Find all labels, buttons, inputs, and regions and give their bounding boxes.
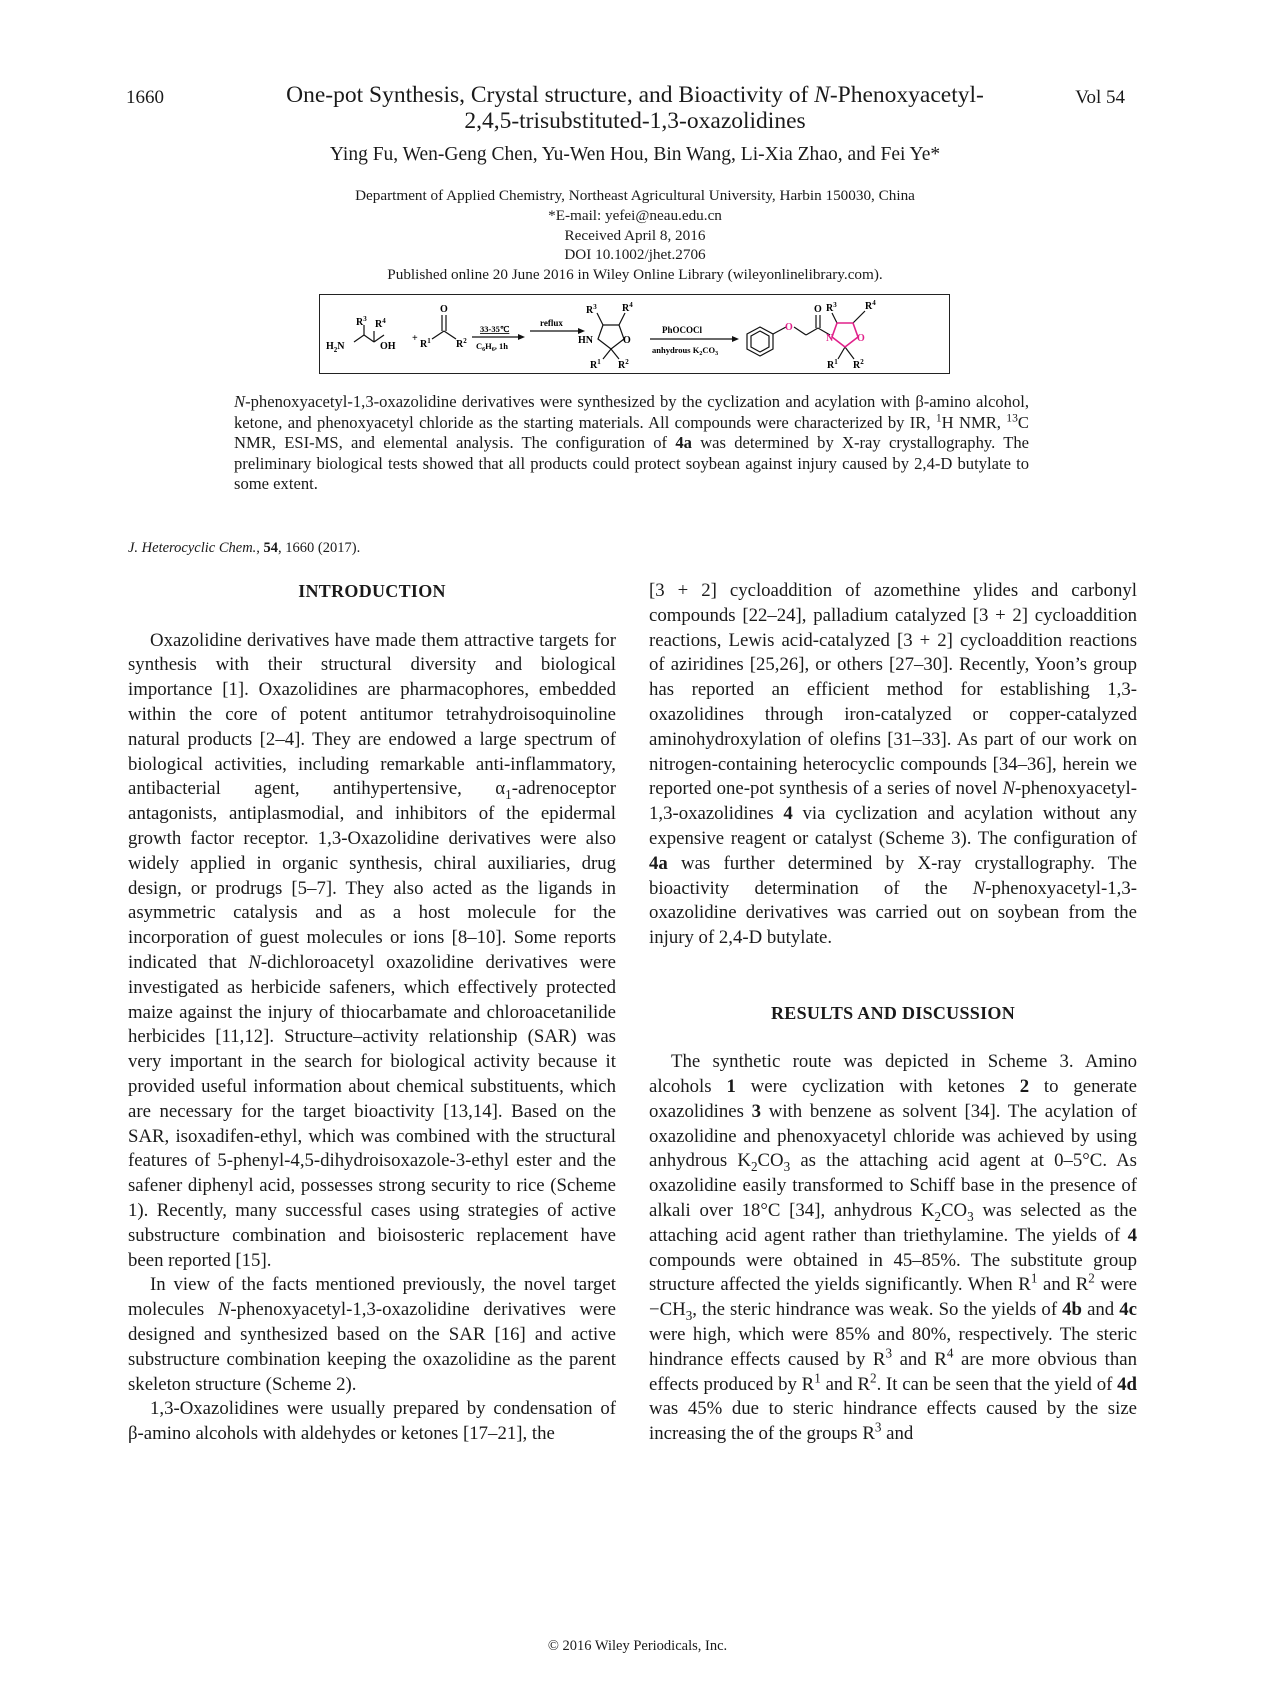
article-title <box>250 82 1020 134</box>
r-sup-7: 3 <box>874 1419 882 1435</box>
product-structure <box>747 311 865 359</box>
intro-p2-text-b: -phenoxyacetyl-1,3-oxazolidine derivatives were designed and synthesized based on the SAR [16] and active substructure combination keeping the oxazolidine as the parent skeleton structure (Scheme 2). <box>128 1299 616 1395</box>
scheme-r2-product: $R^2$ <box>853 358 864 371</box>
r-sup-4: 4 <box>946 1345 954 1361</box>
scheme-ring-o: O <box>623 335 631 346</box>
product-oxazolidine-ring <box>832 323 858 347</box>
scheme-cond1-bottom: $C_6H_6$, 1h <box>476 341 508 353</box>
affiliation-block <box>200 186 1070 285</box>
oxazolidine-structure <box>597 313 625 359</box>
r-sub-5: 3 <box>685 1307 693 1323</box>
abstract-text-2: H NMR, <box>941 412 1007 432</box>
rc-p1-italic-2: N <box>972 877 986 899</box>
r-sup-1: 1 <box>1030 1271 1038 1287</box>
r-text-f: as the attaching acid agent at 0–5°C. As oxazolidine easily transformed to Schiff base in the presence of alkali over 18°C [34], anhydrous K <box>649 1150 1137 1221</box>
r-sub-2: 3 <box>783 1159 791 1175</box>
scheme-r4-ring: $R^4$ <box>622 301 633 314</box>
scheme-ether-o: O <box>785 322 793 333</box>
r-text-m: and <box>1082 1299 1120 1321</box>
title-line1-pre: One-pot Synthesis, Crystal structure, and Bioactivity of <box>286 82 815 108</box>
r-compound-4: 4 <box>1127 1224 1137 1246</box>
r-text-h: was selected as the attaching acid agent rather than triethylamine. The yields of <box>649 1199 1137 1246</box>
left-column <box>128 579 616 1447</box>
journal-citation <box>128 540 360 557</box>
abstract-sup-1: 1 <box>935 410 942 424</box>
volume-label: Vol 54 <box>1075 87 1125 108</box>
intro-paragraph-2 <box>128 1273 616 1397</box>
intro-p1-text-a: Oxazolidine derivatives have made them attractive targets for synthesis with their structural diversity and biological importance [1]. Oxazolidines are pharmacophores, embedded within the core of potent antitumor tetrahydroisoquinoline natural products [2–4]. They are endowed a large spectrum of biological activities, including remarkable anti-inflammatory, antibacterial agent, antihypertensive, α <box>128 629 616 800</box>
r-compound-4b: 4b <box>1062 1299 1082 1321</box>
results-heading: RESULTS AND DISCUSSION <box>770 1002 1016 1023</box>
received-date: Received April 8, 2016 <box>564 226 706 244</box>
r-text-a: The synthetic route was depicted in Scheme 3. Amino alcohols <box>649 1051 1137 1097</box>
abstract-text-3: C NMR, ESI-MS, and elemental analysis. The configuration of <box>234 412 1029 452</box>
arrow-step1-head <box>518 334 525 340</box>
r-text-d: with benzene as solvent [34]. The acylation of oxazolidine and phenoxyacetyl chloride was achieved by using anhydrous K <box>649 1100 1137 1172</box>
scheme-drawing <box>320 295 948 372</box>
intro-p1-sub: 1 <box>505 787 512 803</box>
intro-p1-text-b: -adrenoceptor antagonists, antiplasmodial, and inhibitors of the epidermal growth factor receptor. 1,3-Oxazolidine derivatives were also widely applied in organic synthesis, chiral auxiliaries, drug design, or prodrugs [5–7]. They also acted as the ligands in asymmetric catalysis and as a host molecule for the incorporation of guest molecules or ions [8–10]. Some reports indicated that <box>128 778 616 973</box>
scheme-r1-label: $R^1$ <box>420 337 431 350</box>
rc-p1-compound-4: 4 <box>783 803 793 825</box>
r-text-k: were −CH <box>649 1274 1137 1321</box>
r-text-c: to generate oxazolidines <box>649 1075 1137 1122</box>
r-text-p: are more obvious than effects produced by R <box>649 1348 1137 1395</box>
intro-p2-italic: N <box>217 1299 231 1321</box>
intro-p2-text-a: In view of the facts mentioned previously, the novel target molecules <box>128 1274 616 1321</box>
intro-continued-paragraph <box>649 579 1137 951</box>
r-sub-4: 3 <box>967 1208 974 1224</box>
scheme-r3-ring: $R^3$ <box>586 303 597 316</box>
r-sup-5: 1 <box>814 1370 821 1386</box>
abstract-compound-4a: 4a <box>675 433 692 452</box>
citation-volume: 54 <box>263 540 279 556</box>
r-compound-3: 3 <box>751 1100 762 1122</box>
ketone-structure <box>432 315 456 339</box>
copyright-footer: © 2016 Wiley Periodicals, Inc. <box>547 1638 728 1654</box>
r-text-e: CO <box>757 1150 784 1172</box>
reaction-scheme <box>319 294 950 374</box>
scheme-h2n-label: $H_2N$ <box>326 341 345 354</box>
r-compound-4c: 4c <box>1119 1299 1137 1321</box>
results-paragraph-1 <box>649 1050 1137 1447</box>
r-text-j: and R <box>1037 1274 1089 1296</box>
email[interactable]: *E-mail: yefei@neau.edu.cn <box>548 206 722 224</box>
abstract-text-4: was determined by X-ray crystallography. The preliminary biological tests showed that all products could protect soybean against injury caused by 2,4-D butylate to some extent. <box>234 433 1029 493</box>
scheme-r1-product: $R^1$ <box>827 358 838 371</box>
scheme-r2-ring: $R^2$ <box>618 358 629 371</box>
scheme-plus: + <box>412 333 418 344</box>
citation-sep: , <box>256 540 264 556</box>
r-text-b: were cyclization with ketones <box>735 1075 1020 1097</box>
r-text-n: were high, which were 85% and 80%, respectively. The steric hindrance effects caused by R <box>649 1323 1137 1370</box>
r-sup-2: 2 <box>1088 1271 1095 1287</box>
r-text-t: and <box>881 1423 914 1445</box>
r-sup-6: 2 <box>869 1370 877 1386</box>
r-text-i: compounds were obtained in 45–85%. The substitute group structure affected the yields significantly. When R <box>649 1249 1137 1296</box>
scheme-r3-product: $R^3$ <box>826 301 837 314</box>
rc-p1-text-a: [3 + 2] cycloaddition of azomethine ylides and carbonyl compounds [22–24], palladium catalyzed [3 + 2] cycloaddition reactions, Lewis acid-catalyzed [3 + 2] cycloaddition reactions of aziridines [25,26], or others [27–30]. Recently, Yoon’s group has reported an efficient method for establishing 1,3-oxazolidines through iron-catalyzed or copper-catalyzed aminohydroxylation of olefins [31–33]. As part of our work on nitrogen-containing heterocyclic compounds [34–36], herein we reported one-pot synthesis of a series of novel <box>649 580 1137 800</box>
title-line2: 2,4,5-trisubstituted-1,3-oxazolidines <box>464 108 806 134</box>
rc-p1-text-e: -phenoxyacetyl-1,3-oxazolidine derivatives was carried out on soybean from the injury of 2,4-D butylate. <box>649 877 1137 949</box>
citation-journal: J. Heterocyclic Chem. <box>128 540 257 556</box>
scheme-r4-product: $R^4$ <box>865 299 876 312</box>
scheme-product-n: N <box>826 333 834 344</box>
author-list: Ying Fu, Wen-Geng Chen, Yu-Wen Hou, Bin Wang, Li-Xia Zhao, and Fei Ye* <box>329 144 941 165</box>
doi[interactable]: DOI 10.1002/jhet.2706 <box>564 246 706 264</box>
rc-p1-compound-4a: 4a <box>649 852 668 874</box>
citation-rest: , 1660 (2017). <box>278 540 361 556</box>
scheme-r4-label: $R^4$ <box>375 317 386 330</box>
page-number: 1660 <box>126 87 164 108</box>
intro-p1-italic: N <box>248 951 261 973</box>
scheme-carbonyl-o: O <box>814 304 822 315</box>
right-column <box>649 579 1137 1447</box>
intro-p1-text-c: -dichloroacetyl oxazolidine derivatives were investigated as herbicide safeners, which effectively protected maize against the injury of thiocarbamate and chloroacetanilide herbicides [11,12]. Structure–activity relationship (SAR) was very important in the search for biological activity because it provided useful information about chemical substituents, which are necessary for the target bioactivity [13,14]. Based on the SAR, isoxadifen-ethyl, which was combined with the structural features of 5-phenyl-4,5-dihydroisoxazole-3-ethyl ester and the safener diphenyl acid, possesses strong security to rice (Scheme 1). Recently, many successful cases using strategies of active substructure combination and bioisosteric replacement have been reported [15]. <box>128 951 616 1271</box>
introduction-heading: INTRODUCTION <box>298 581 446 601</box>
intro-paragraph-1 <box>128 629 616 1274</box>
arrow-step3-head <box>732 336 739 342</box>
scheme-ketone-o: O <box>440 304 448 315</box>
scheme-r1-ring: $R^1$ <box>590 358 601 371</box>
r-sup-3: 3 <box>885 1345 893 1361</box>
rc-p1-text-d: was further determined by X-ray crystallography. The bioactivity determination of the <box>649 852 1137 899</box>
r-text-g: CO <box>941 1199 968 1221</box>
rc-p1-text-b: -phenoxyacetyl-1,3-oxazolidines <box>649 778 1137 825</box>
r-text-l: , the steric hindrance was weak. So the yields of <box>692 1299 1063 1321</box>
r-sub-3: 2 <box>934 1208 942 1224</box>
scheme-oh-label: OH <box>380 341 396 352</box>
title-line1-italic: N <box>814 82 830 108</box>
rc-p1-italic: N <box>1002 778 1015 800</box>
affiliation: Department of Applied Chemistry, Northeast Agricultural University, Harbin 150030, China <box>355 187 915 204</box>
intro-paragraph-3: 1,3-Oxazolidines were usually prepared by condensation of β-amino alcohols with aldehydes or ketones [17–21], the <box>128 1398 616 1445</box>
scheme-r3-label: $R^3$ <box>356 315 367 328</box>
scheme-r2-label: $R^2$ <box>456 337 467 350</box>
r-text-o: and R <box>892 1348 947 1370</box>
section-spacer-2 <box>649 976 1137 1001</box>
r-compound-4d: 4d <box>1117 1373 1137 1395</box>
abstract <box>234 392 1029 495</box>
arrow-step2-head <box>578 328 585 334</box>
title-line1-post: -Phenoxyacetyl- <box>829 82 984 108</box>
scheme-cond3-top: PhOCOCl <box>662 325 703 335</box>
abstract-sup-13: 13 <box>1006 410 1018 424</box>
r-compound-1: 1 <box>726 1075 736 1097</box>
scheme-cond3-bottom: anhydrous $K_2CO_3$ <box>652 345 719 357</box>
scheme-cond1-top: 33-35℃ <box>480 324 510 334</box>
abstract-italic-n: N <box>234 392 246 411</box>
abstract-text-1: -phenoxyacetyl-1,3-oxazolidine derivatives were synthesized by the cyclization and acylation with β-amino alcohol, ketone, and phenoxyacetyl chloride as the starting materials. All compounds were characterized by IR, <box>234 392 1029 432</box>
r-text-q: and R <box>820 1373 870 1395</box>
r-text-s: was 45% due to steric hindrance effects caused by the size increasing the of the groups R <box>649 1398 1137 1445</box>
rc-p1-text-c: via cyclization and acylation without any expensive reagent or catalyst (Scheme 3). The configuration of <box>649 803 1137 849</box>
scheme-cond2-top: reflux <box>540 318 563 328</box>
published-line: Published online 20 June 2016 in Wiley Online Library (wileyonlinelibrary.com). <box>387 266 883 284</box>
r-sub-1: 2 <box>750 1159 758 1175</box>
r-compound-2: 2 <box>1019 1075 1030 1097</box>
r-text-r: . It can be seen that the yield of <box>876 1373 1118 1395</box>
scheme-product-o: O <box>857 333 865 344</box>
scheme-hn-label: HN <box>578 335 593 346</box>
section-spacer <box>649 951 1137 976</box>
